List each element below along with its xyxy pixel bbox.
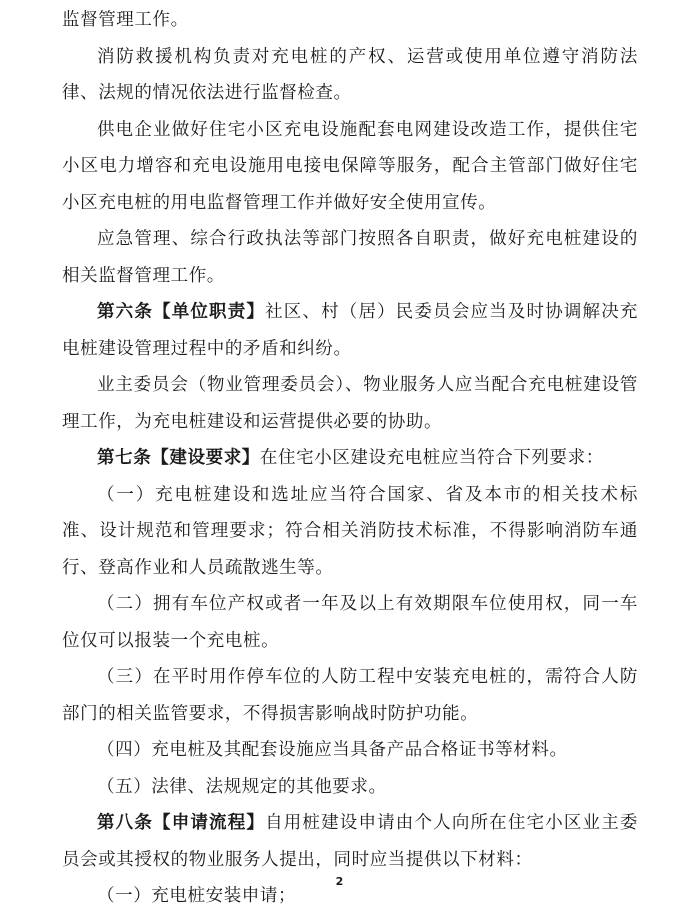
list-item: （五）法律、法规规定的其他要求。 <box>97 776 387 797</box>
article-text: 社区、村（居）民委员会应当及时协调解决充电桩建设管理过程中的矛盾和纠纷。 <box>62 302 638 359</box>
paragraph: 消防救援机构负责对充电桩的产权、运营或使用单位遵守消防法律、法规的情况依法进行监督检查。 <box>62 46 638 103</box>
list-item: （四）充电桩及其配套设施应当具备产品合格证书等材料。 <box>97 740 568 760</box>
list-item: （二）拥有车位产权或者一年及以上有效期限车位使用权，同一车位仅可以报装一个充电桩。 <box>62 594 638 651</box>
article-text: 自用桩建设申请由个人向所在住宅小区业主委员会或其授权的物业服务人提出，同时应当提供以下材料： <box>62 813 638 870</box>
document-body <box>62 2 638 915</box>
article-paragraph <box>62 805 638 878</box>
paragraph: 监督管理工作。 <box>62 10 189 30</box>
article-paragraph <box>62 294 638 367</box>
article-heading: 第六条【单位职责】 <box>97 302 266 322</box>
page-number: 2 <box>335 875 344 888</box>
paragraph: 业主委员会（物业管理委员会）、物业服务人应当配合充电桩建设管理工作，为充电桩建设和运营提供必要的协助。 <box>62 375 638 432</box>
article-heading: 第八条【申请流程】 <box>97 813 266 833</box>
article-heading: 第七条【建设要求】 <box>97 448 260 468</box>
paragraph: 供电企业做好住宅小区充电设施配套电网建设改造工作，提供住宅小区电力增容和充电设施用电接电保障等服务，配合主管部门做好住宅小区充电桩的用电监督管理工作并做好安全使用宣传。 <box>62 119 638 213</box>
paragraph: 应急管理、综合行政执法等部门按照各自职责，做好充电桩建设的相关监督管理工作。 <box>62 229 638 286</box>
list-item: （一）充电桩安装申请； <box>97 886 297 906</box>
list-item: （一）充电桩建设和选址应当符合国家、省及本市的相关技术标准、设计规范和管理要求；符合相关消防技术标准，不得影响消防车通行、登高作业和人员疏散逃生等。 <box>62 484 638 578</box>
article-paragraph <box>62 440 638 477</box>
article-text: 在住宅小区建设充电桩应当符合下列要求： <box>259 448 604 468</box>
list-item: （三）在平时用作停车位的人防工程中安装充电桩的，需符合人防部门的相关监管要求，不得损害影响战时防护功能。 <box>62 667 638 724</box>
